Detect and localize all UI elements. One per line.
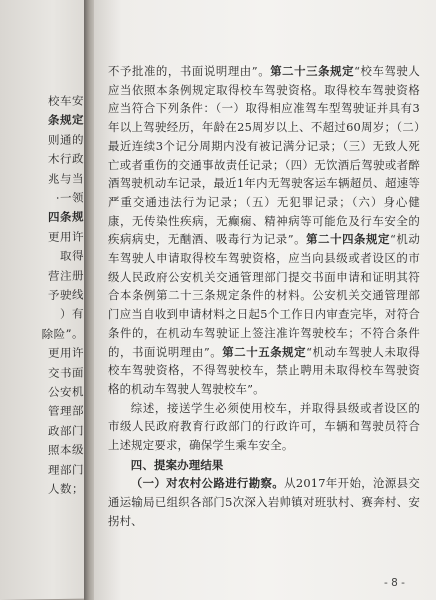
article-25-text: “机动车驾驶人未取得校车驾驶资格，不得驾驶校车，禁止聘用未取得校车驾驶资格的机动车驾驶人驾驶校车”。: [108, 344, 421, 396]
left-page-line: 则通的: [48, 132, 84, 147]
article-24-text: “机动车驾驶人申请取得校车驾驶资格，应当向县级或者设区的市级人民政府公安机关交通管理部门提交书面申请和证明其符合本条例第二十三条规定条件的材料。公安机关交通管理部门应当自收到申请材料之日起5个工作日内审查完毕，对符合条件的，在机动车驾驶证上签注准许驾驶校车；不符合条件的，书面说明理由”。: [108, 232, 420, 359]
left-page: [0, 0, 88, 600]
left-page-line: 营注册: [48, 268, 84, 283]
left-page-line: 政部门: [48, 423, 84, 438]
paragraph-regulations: [108, 62, 420, 399]
left-page-line: 理部门: [48, 462, 84, 477]
left-page-line: 人数；: [48, 481, 84, 497]
left-page-line: 取得: [60, 248, 84, 264]
paragraph-results: [108, 474, 420, 530]
article-23-text: “校车驾驶人应当依照本条例规定取得校车驾驶资格。取得校车驾驶资格应当符合下列条件：（一）取得相应准驾车型驾驶证并具有3年以上驾驶经历，年龄在25周岁以上、不超过60周岁；（二）最近连续3个记分周期内没有被记满分记录；（三）无致人死亡或者重伤的交通事故责任记录；（四）无饮酒后驾驶或者醉酒驾驶机动车记录，最近1年内无驾驶客运车辆超员、超速等严重交通违法行为记录；（五）无犯罪记录；（六）身心健康，无传染性疾病，无癫痫、精神病等可能危及行车安全的疾病病史，无酗酒、吸毒行为记录”。: [108, 64, 420, 247]
left-page-line: 校车安: [48, 93, 84, 109]
subsection-text: 从2017年开始，沧源县交通运输局已组织各部门5次深入岩帅镇对班驮村、赛奔村、安拐村、: [108, 476, 421, 528]
paragraph-summary: 综述，接送学生必须使用校车，并取得县级或者设区的市级人民政府教育行政部门的行政许可，车辆和驾驶员符合上述规定要求，确保学生乘车安全。: [108, 400, 420, 453]
left-page-line: 除险”。: [41, 326, 84, 342]
page-number: - 8 -: [384, 577, 405, 589]
left-page-line: 更用许: [48, 345, 84, 361]
subsection-label: （一）对农村公路进行勘察。: [130, 476, 285, 491]
left-page-line: 公安机: [48, 384, 84, 400]
left-page-line: 照本级: [48, 442, 84, 458]
article-24-label: 第二十四条规定: [306, 232, 390, 247]
left-page-line: 四条规: [48, 209, 84, 225]
left-page-line: 条规定: [48, 112, 84, 128]
left-page-line: 管理部: [48, 403, 84, 419]
document-body: [108, 62, 420, 531]
left-page-line: 兆与当: [48, 171, 84, 186]
section-heading: 四、提案办理结果: [130, 457, 224, 472]
left-page-line: 木行政: [48, 151, 84, 167]
left-page-line: 更用许: [48, 229, 84, 244]
article-25-label: 第二十五条规定: [222, 344, 307, 359]
left-page-line: 交书面: [48, 365, 84, 380]
text-run: 不予批准的，书面说明理由”。: [108, 64, 271, 78]
article-23-label: 第二十三条规定: [270, 64, 355, 78]
left-page-line: ·一领: [55, 190, 84, 206]
left-page-line: 予驶线: [48, 287, 84, 303]
left-page-line: ）有: [60, 306, 84, 322]
